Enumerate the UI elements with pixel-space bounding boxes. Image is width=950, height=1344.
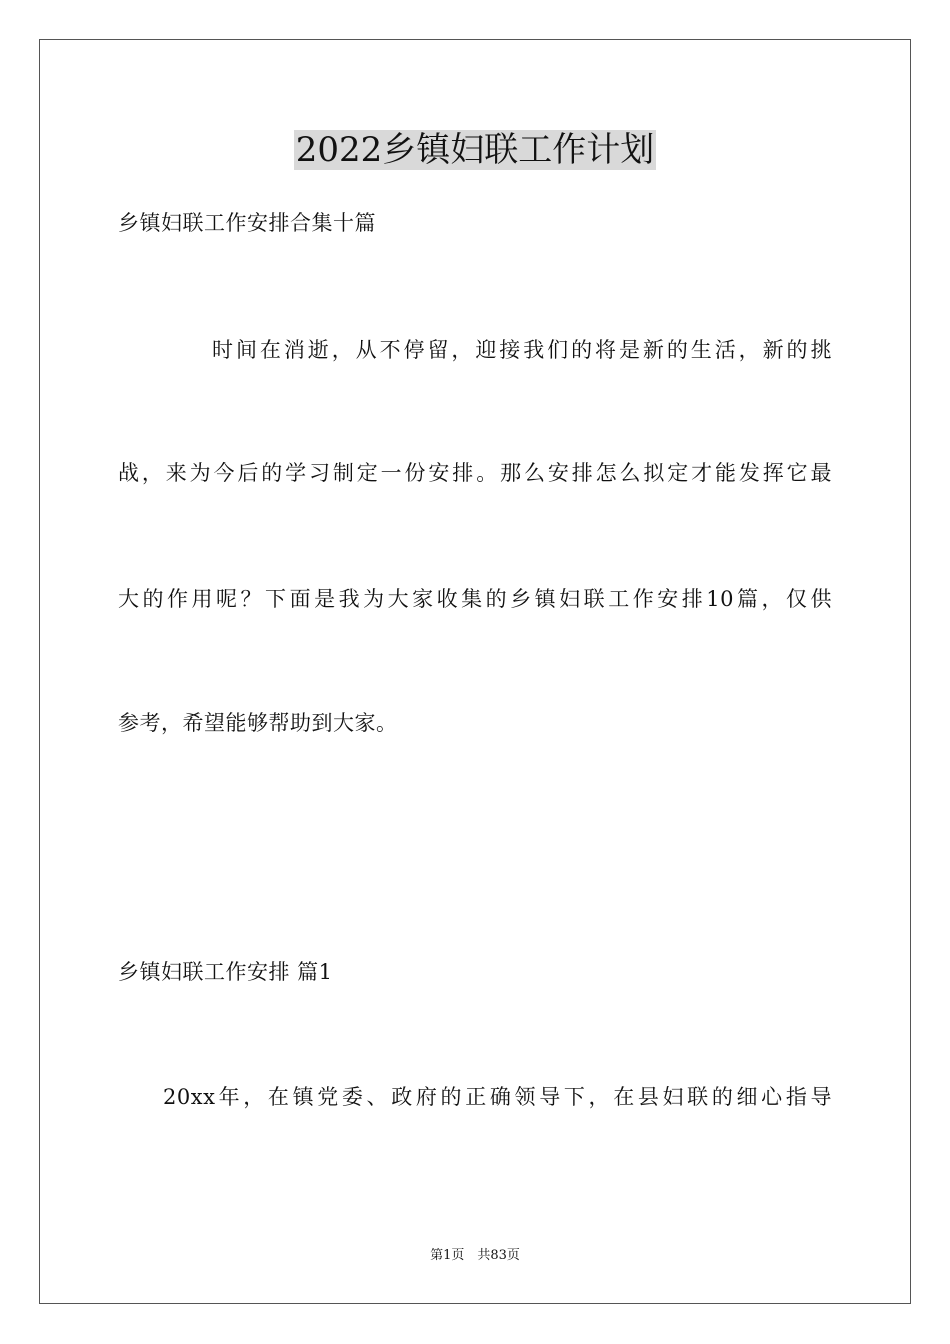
- page-footer: 第1页 共83页: [430, 1248, 520, 1263]
- document-subtitle: 乡镇妇联工作安排合集十篇: [118, 211, 376, 235]
- body-line-1: 20xx年，在镇党委、政府的正确领导下，在县妇联的细心指导: [163, 1085, 832, 1109]
- document-title: [0, 124, 950, 176]
- intro-line-3: 大的作用呢？下面是我为大家收集的乡镇妇联工作安排10篇，仅供: [118, 587, 832, 611]
- intro-line-2: 战，来为今后的学习制定一份安排。那么安排怎么拟定才能发挥它最: [118, 461, 832, 485]
- intro-line-4: 参考，希望能够帮助到大家。: [118, 711, 398, 735]
- intro-line-1: 时间在消逝，从不停留，迎接我们的将是新的生活，新的挑: [212, 338, 832, 362]
- section-heading: 乡镇妇联工作安排 篇1: [118, 960, 333, 984]
- document-title-text: 2022乡镇妇联工作计划: [295, 130, 655, 170]
